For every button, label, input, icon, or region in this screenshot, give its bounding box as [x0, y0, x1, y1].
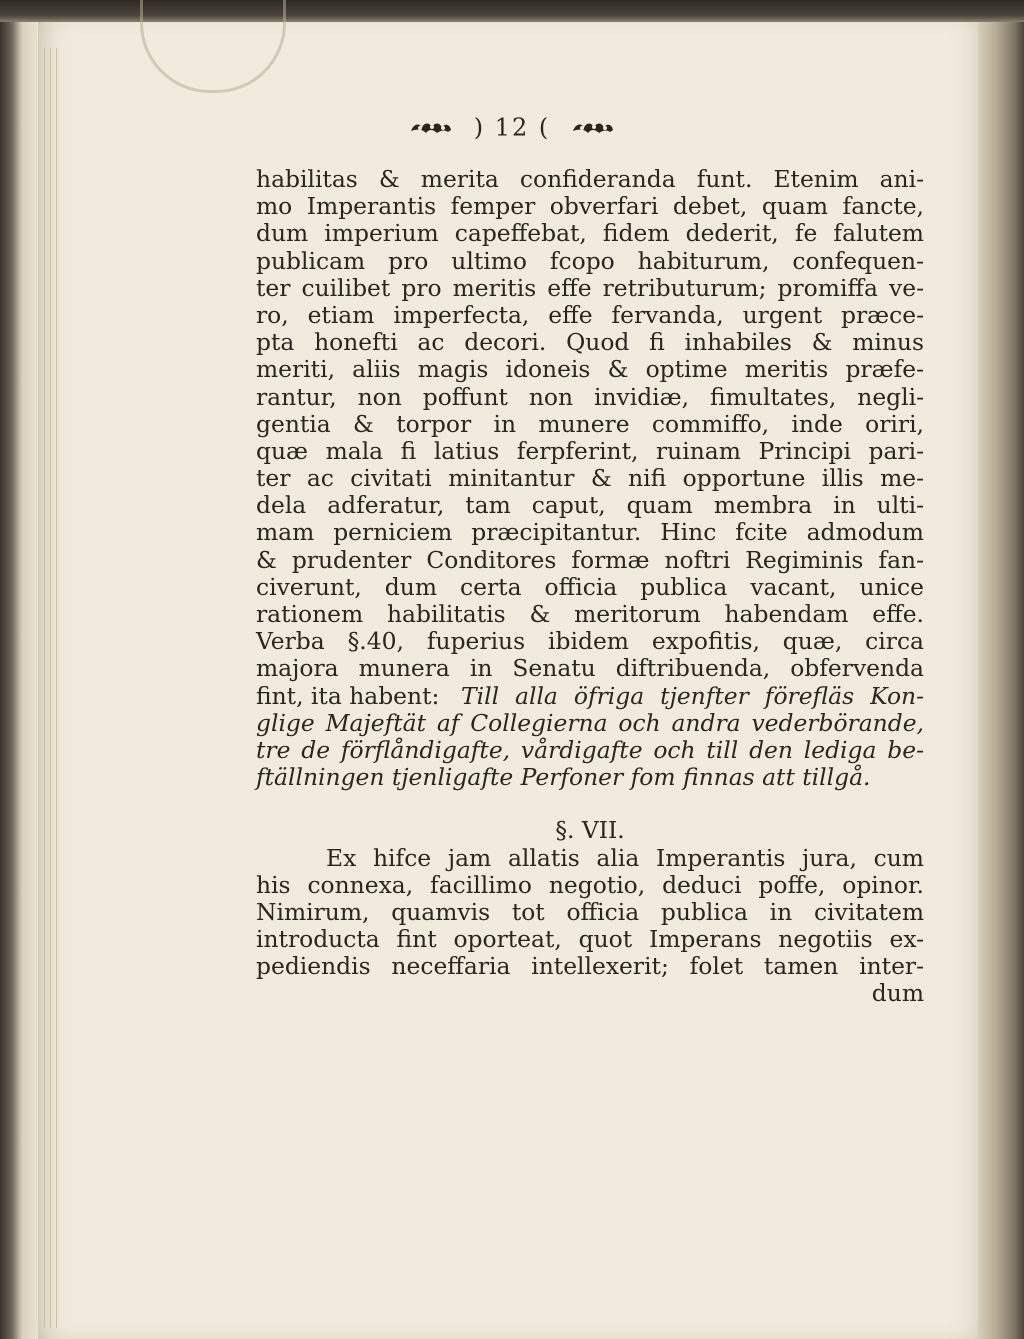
- text-line: ter cuilibet pro meritis effe retributurum; promiffa ve-: [256, 273, 924, 302]
- text-line: meriti, aliis magis idoneis & optime meritis præfe-: [256, 355, 924, 384]
- text-line: Nimirum, quamvis tot officia publica in civitatem: [256, 897, 924, 926]
- text-line: his connexa, facillimo negotio, deduci poffe, opinor.: [256, 870, 924, 899]
- paragraph-two: [256, 845, 924, 981]
- catchword: dum: [871, 979, 924, 1008]
- text-line: gentia & torpor in munere commiffo, inde oriri,: [256, 409, 924, 438]
- quote-line: Till alla öfriga tjenfter förefläs Kon-: [461, 681, 924, 710]
- stacked-leaf-line: [44, 48, 45, 1328]
- text-line: publicam pro ultimo fcopo habiturum, confequen-: [256, 246, 924, 275]
- left-page-edge: [0, 0, 40, 1339]
- running-header: [0, 112, 1024, 152]
- text-line: fint, ita habent:: [256, 681, 440, 710]
- text-line: pta honefti ac decori. Quod fi inhabiles & minus: [256, 328, 924, 357]
- text-line: rantur, non poffunt non invidiæ, fimultates, negli-: [256, 382, 924, 411]
- ornament-left-icon: [408, 119, 454, 137]
- quote-line: ftällningen tjenligafte Perfoner fom finnas att tillgå.: [256, 763, 871, 792]
- ornament-right-icon: [570, 119, 616, 137]
- text-line: rationem habilitatis & meritorum habendam effe.: [256, 600, 924, 628]
- text-line: ter ac civitati minitantur & nifi opportune illis me-: [256, 464, 924, 493]
- stacked-leaf-line: [56, 48, 57, 1328]
- text-line: ro, etiam imperfecta, effe fervanda, urgent præce-: [256, 300, 924, 329]
- text-line: Ex hifce jam allatis alia Imperantis jura, cum: [326, 843, 924, 872]
- text-line: quæ mala fi latius ferpferint, ruinam Principi pari-: [256, 436, 924, 465]
- text-line: Verba §.40, fuperius ibidem expofitis, quæ, circa: [256, 627, 924, 656]
- text-line: mam perniciem præcipitantur. Hinc fcite admodum: [256, 518, 924, 547]
- paragraph-one: [256, 166, 924, 710]
- page-number: ) 12 (: [473, 113, 551, 142]
- stacked-leaf-line: [50, 48, 51, 1328]
- text-line: & prudenter Conditores formæ noftri Regiminis fan-: [256, 545, 924, 574]
- text-line: mo Imperantis femper obverfari debet, quam fancte,: [256, 192, 924, 221]
- body-text: [256, 166, 924, 1008]
- quote-line: glige Majeftät af Collegierna och andra vederbörande,: [256, 708, 924, 737]
- right-page-edge: [978, 18, 1024, 1339]
- section-heading: §. VII.: [555, 816, 625, 845]
- text-line: habilitas & merita confideranda funt. Etenim ani-: [256, 165, 924, 193]
- text-line: dela adferatur, tam caput, quam membra in ulti-: [256, 491, 924, 520]
- text-line: civerunt, dum certa officia publica vacant, unice: [256, 572, 924, 601]
- text-line: pediendis neceffaria intellexerit; folet tamen inter-: [256, 952, 924, 981]
- text-line: introducta fint oporteat, quot Imperans negotiis ex-: [256, 925, 924, 954]
- spacer: [256, 791, 924, 817]
- quote-line: tre de förflåndigafte, vårdigafte och till den lediga be-: [256, 735, 924, 764]
- text-line: majora munera in Senatu diftribuenda, obfervenda: [256, 654, 924, 683]
- text-line: dum imperium capeffebat, fidem dederit, fe falutem: [256, 219, 924, 248]
